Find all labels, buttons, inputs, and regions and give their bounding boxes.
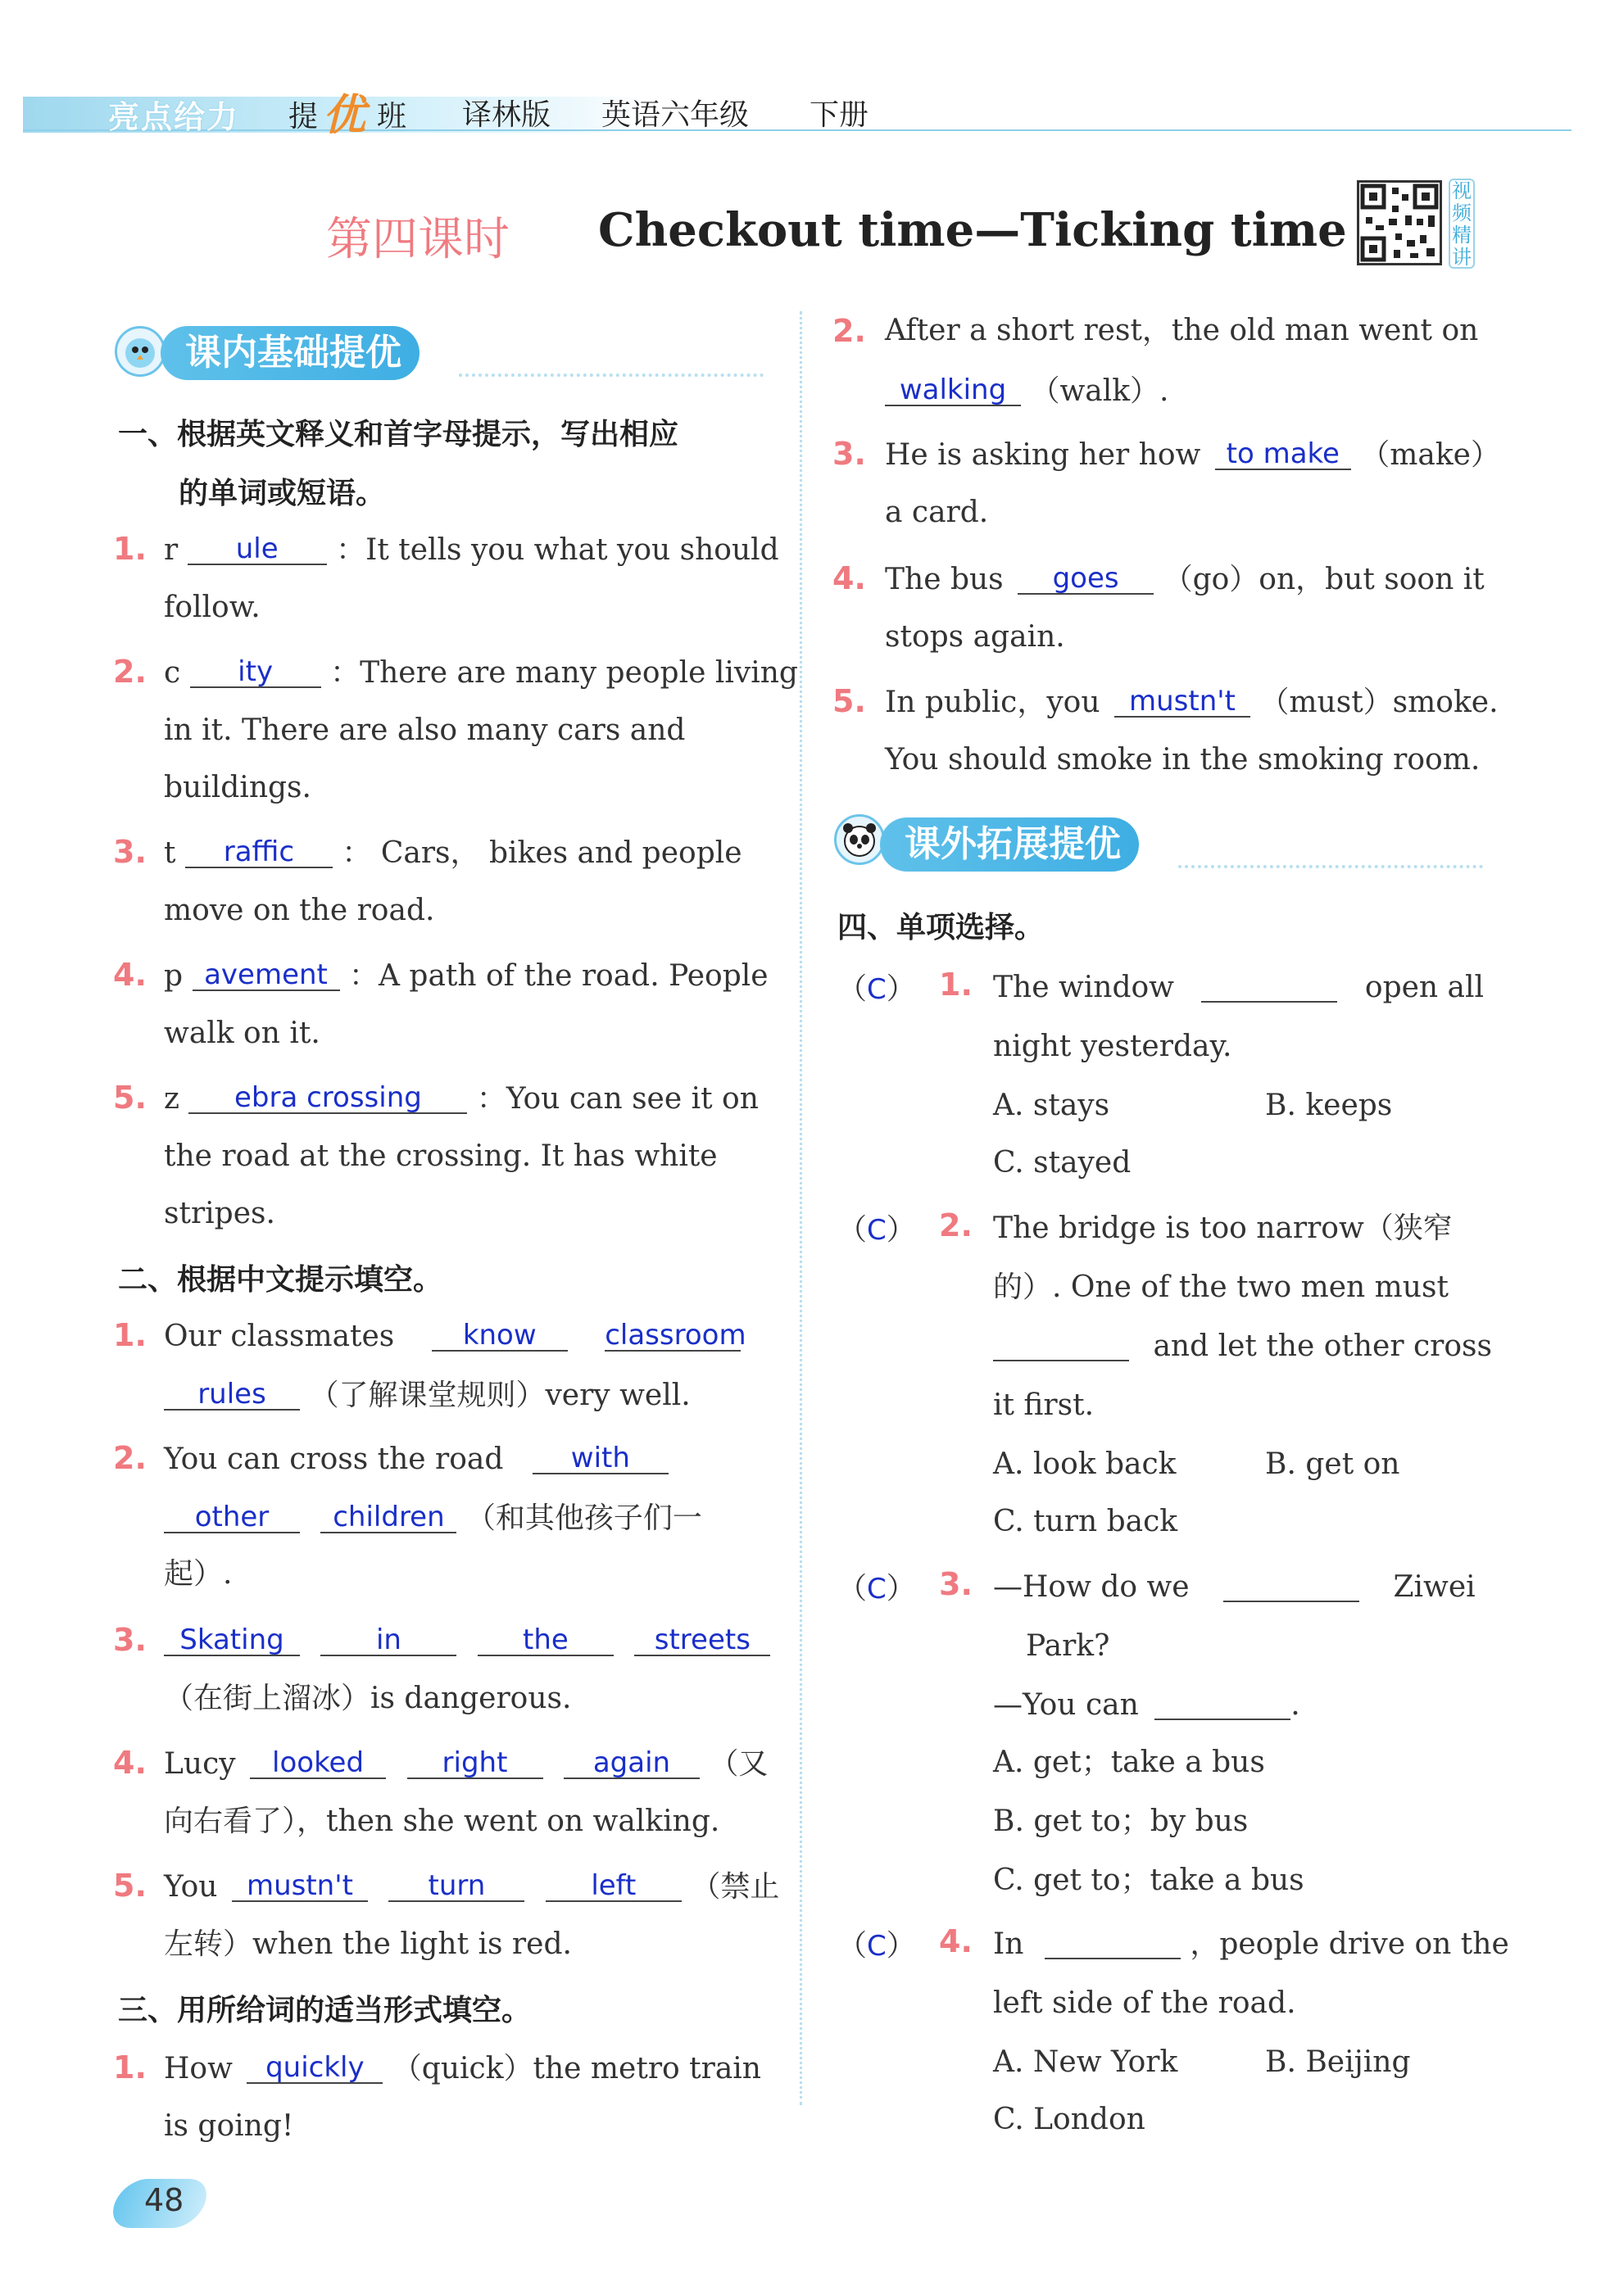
definition-text-cont: stripes. (164, 1197, 275, 1230)
answer-blank[interactable] (1045, 1930, 1181, 1959)
qr-tag-char: 讲 (1452, 246, 1472, 269)
question-text: （禁止 (691, 1870, 780, 1904)
answer-blank[interactable] (1154, 1691, 1290, 1720)
mcq-stem-2: The bridge is too narrow（狭窄 (993, 1211, 1453, 1245)
question-text: and let the other cross (1153, 1329, 1492, 1363)
question-text-cont: night yesterday. (993, 1030, 1232, 1063)
answer-blank[interactable] (250, 1748, 386, 1779)
answer-text: streets (654, 1624, 751, 1656)
answer-text: classroom (605, 1319, 746, 1352)
definition-text: ：There are many people living (330, 656, 798, 690)
section-banner-extended: 课外拓展提优 (880, 817, 1139, 872)
question-text: The window (993, 971, 1174, 1004)
initial-letter: t (164, 836, 176, 870)
page-number: 48 (144, 2182, 184, 2218)
question-text: —You can (993, 1688, 1139, 1722)
answer-blank[interactable] (432, 1320, 568, 1352)
question-text-cont: a card. (885, 496, 989, 529)
part2-instruction: 二、根据中文提示填空。 (118, 1263, 443, 1297)
form-item-1 (164, 2053, 761, 2084)
word-item-3 (164, 837, 742, 868)
mcq-stem-4 (993, 1927, 1509, 1961)
form-item-3 (885, 439, 1500, 470)
answer-blank[interactable] (164, 1625, 300, 1656)
answer-text: in (375, 1624, 401, 1656)
option-a[interactable]: A. get；take a bus (993, 1746, 1265, 1779)
option-b[interactable]: B. keeps (1265, 1089, 1393, 1122)
answer-blank[interactable] (993, 1332, 1129, 1361)
question-text: （must）smoke. (1259, 686, 1499, 719)
option-c[interactable]: C. London (993, 2103, 1145, 2136)
qr-tag-char: 频 (1452, 202, 1472, 224)
item-number: 4. (113, 957, 147, 993)
answer-text: again (592, 1746, 671, 1779)
item-number: 3. (113, 1622, 147, 1658)
item-number: 1. (939, 967, 973, 1003)
question-text: （和其他孩子们一 (465, 1501, 702, 1535)
question-text: ，people drive on the (1190, 1927, 1509, 1961)
answer-blank[interactable] (232, 1871, 368, 1902)
item-number: 5. (113, 1080, 147, 1116)
initial-letter: z (164, 1082, 179, 1116)
question-text-cont: it first. (993, 1388, 1095, 1422)
definition-text: ：A path of the road. People (348, 959, 769, 993)
question-text-cont: Park? (1026, 1629, 1110, 1663)
answer-text: with (570, 1442, 630, 1474)
option-b[interactable]: B. get on (1265, 1447, 1400, 1481)
item-number: 2. (832, 313, 866, 349)
answer-text: looked (272, 1746, 365, 1779)
qr-tag-char: 视 (1452, 179, 1472, 202)
answer-blank[interactable] (885, 375, 1021, 406)
definition-text: ：It tells you what you should (336, 533, 779, 567)
answer-blank[interactable] (478, 1625, 614, 1656)
question-text: —How do we (993, 1570, 1190, 1604)
answer-blank[interactable] (185, 837, 333, 868)
header-rule (23, 129, 1572, 131)
definition-text: ：You can see it on (476, 1082, 759, 1116)
answer-text: the (523, 1624, 569, 1656)
question-text: You (164, 1870, 218, 1904)
question-text-cont: is going! (164, 2109, 294, 2143)
question-text-cont: You should smoke in the smoking room. (885, 743, 1481, 777)
item-number: 1. (113, 531, 147, 567)
definition-text-cont: buildings. (164, 771, 311, 804)
question-text-cont (993, 1329, 1492, 1363)
question-text-cont: （在街上溜冰）is dangerous. (164, 1682, 572, 1715)
lesson-label: 第四课时 (326, 213, 510, 266)
answer-blank[interactable] (193, 960, 340, 991)
fill-item-1-cont (164, 1379, 691, 1411)
question-text: Ziwei (1393, 1570, 1476, 1604)
choice-bracket[interactable]: （C） (837, 1213, 916, 1247)
fill-item-1 (164, 1319, 746, 1353)
answer-blank[interactable] (605, 1319, 746, 1352)
choice-bracket[interactable]: （C） (837, 1572, 916, 1605)
series-pre: 提 (288, 100, 319, 134)
answer-text: mustn't (1128, 685, 1236, 718)
answer-blank[interactable] (564, 1748, 700, 1779)
answer-blank[interactable] (1018, 564, 1154, 595)
part1-instruction: 一、根据英文释义和首字母提示，写出相应 (118, 418, 679, 451)
form-item-4 (885, 564, 1485, 595)
fill-item-5 (164, 1871, 779, 1902)
qr-tag-char: 精 (1452, 224, 1472, 247)
option-a[interactable]: A. stays (993, 1089, 1110, 1122)
item-number: 5. (113, 1868, 147, 1904)
question-text: （walk）. (1030, 374, 1169, 408)
answer-text: turn (428, 1869, 486, 1902)
question-text: The bus (885, 563, 1004, 596)
question-text: （quick）the metro train (392, 2052, 761, 2085)
chosen-answer: C (867, 1214, 887, 1247)
question-text-cont: 向右看了），then she went on walking. (164, 1805, 720, 1838)
definition-text-cont: move on the road. (164, 894, 435, 927)
question-text: In public，you (885, 686, 1100, 719)
question-text: （go）on，but soon it (1163, 563, 1485, 596)
answer-text: raffic (223, 836, 295, 868)
answer-blank[interactable] (1114, 686, 1250, 718)
question-text-cont: 的）. One of the two men must (993, 1270, 1449, 1304)
grade-label: 英语六年级 (601, 98, 750, 132)
series-you: 优 (323, 91, 366, 140)
edition-label: 译林版 (462, 98, 551, 132)
item-number: 2. (939, 1207, 973, 1243)
volume-label: 下册 (810, 98, 869, 132)
definition-text-cont: in it. There are also many cars and (164, 713, 686, 747)
panda-mascot-icon (834, 814, 885, 865)
section-banner-in-class: 课内基础提优 (161, 326, 420, 380)
mcq-stem-1 (993, 973, 1484, 1003)
definition-text-cont: follow. (164, 591, 261, 624)
answer-blank[interactable] (320, 1502, 456, 1533)
option-c[interactable]: C. turn back (993, 1505, 1178, 1538)
answer-text: rules (197, 1378, 266, 1411)
qr-code-icon[interactable] (1357, 180, 1442, 265)
question-text: （make） (1360, 438, 1500, 472)
banner-dots (1178, 865, 1483, 868)
fill-item-2-cont (164, 1502, 702, 1533)
part3-instruction: 三、用所给词的适当形式填空。 (118, 1994, 532, 2027)
question-text: （又 (709, 1747, 769, 1781)
word-item-4 (164, 960, 769, 991)
answer-blank[interactable] (1223, 1573, 1359, 1602)
question-text: （了解课堂规则）very well. (309, 1379, 691, 1412)
answer-text: left (591, 1869, 637, 1902)
answer-blank[interactable] (190, 657, 321, 688)
choice-bracket[interactable]: （C） (837, 1929, 916, 1963)
question-text: You can cross the road (164, 1442, 504, 1476)
brand-watermark: 亮点给力 (108, 99, 240, 135)
answer-blank[interactable] (247, 2053, 383, 2084)
answer-blank[interactable] (188, 534, 327, 565)
initial-letter: p (164, 959, 184, 993)
item-number: 3. (113, 834, 147, 870)
question-text: He is asking her how (885, 438, 1201, 472)
question-text: open all (1364, 971, 1485, 1004)
word-item-5 (164, 1083, 759, 1114)
fill-item-3 (164, 1625, 770, 1656)
series-post: 班 (377, 100, 407, 134)
answer-text: mustn't (246, 1869, 353, 1902)
definition-text: ： Cars， bikes and people (342, 836, 742, 870)
option-c[interactable]: C. stayed (993, 1146, 1132, 1180)
answer-text: to make (1226, 437, 1340, 470)
chosen-answer: C (867, 1573, 887, 1605)
banner-dots (459, 374, 764, 377)
answer-text: walking (899, 374, 1007, 406)
question-text: Lucy (164, 1747, 236, 1781)
bird-mascot-icon (115, 326, 166, 377)
chosen-answer: C (867, 973, 887, 1006)
answer-text: goes (1052, 562, 1119, 595)
initial-letter: c (164, 656, 181, 690)
answer-blank[interactable] (164, 1379, 300, 1411)
form-item-2-cont (885, 375, 1169, 406)
question-text-cont: left side of the road. (993, 1986, 1296, 2020)
item-number: 4. (939, 1923, 973, 1959)
answer-blank[interactable] (1201, 973, 1337, 1003)
item-number: 4. (113, 1745, 147, 1781)
answer-text: ity (238, 655, 274, 688)
word-item-2 (164, 657, 798, 688)
question-text-cont: —You can . (993, 1688, 1300, 1722)
answer-text: Skating (179, 1624, 284, 1656)
option-b[interactable]: B. Beijing (1265, 2045, 1411, 2079)
answer-blank[interactable] (1215, 439, 1351, 470)
initial-letter: r (164, 533, 179, 567)
question-text-cont: stops again. (885, 620, 1065, 654)
question-text-cont: 起）. (164, 1557, 233, 1591)
answer-blank[interactable] (320, 1625, 456, 1656)
question-text: How (164, 2052, 233, 2085)
answer-blank[interactable] (533, 1443, 669, 1474)
fill-item-4 (164, 1748, 768, 1779)
question-text: In (993, 1927, 1024, 1961)
item-number: 1. (113, 1317, 147, 1353)
option-b[interactable]: B. get to；by bus (993, 1805, 1249, 1838)
form-item-2: After a short rest，the old man went on (885, 314, 1479, 347)
answer-blank[interactable] (407, 1748, 543, 1779)
column-divider (800, 311, 802, 2105)
page-title: Checkout time—Ticking time (598, 203, 1347, 257)
fill-item-2 (164, 1443, 669, 1474)
video-lecture-tag (1449, 179, 1475, 269)
part1-instruction-cont: 的单词或短语。 (179, 477, 386, 510)
item-number: 2. (113, 654, 147, 690)
chosen-answer: C (867, 1930, 887, 1963)
answer-text: children (333, 1501, 445, 1533)
option-c[interactable]: C. get to；take a bus (993, 1864, 1304, 1897)
form-item-5 (885, 686, 1499, 718)
definition-text-cont: walk on it. (164, 1017, 320, 1050)
choice-bracket[interactable]: （C） (837, 972, 916, 1006)
answer-blank[interactable] (634, 1625, 770, 1656)
answer-blank[interactable] (388, 1871, 524, 1902)
header-band (23, 97, 1572, 133)
item-number: 3. (832, 436, 866, 472)
answer-blank[interactable] (546, 1871, 682, 1902)
definition-text-cont: the road at the crossing. It has white (164, 1139, 718, 1173)
question-text: Our classmates (164, 1320, 395, 1353)
mcq-stem-3 (993, 1570, 1476, 1604)
answer-blank[interactable] (188, 1083, 467, 1114)
item-number: 1. (113, 2049, 147, 2085)
answer-text: avement (204, 958, 328, 991)
answer-text: right (442, 1746, 508, 1779)
answer-text: know (462, 1319, 537, 1352)
option-a[interactable]: A. New York (993, 2045, 1178, 2079)
answer-blank[interactable] (164, 1502, 300, 1533)
answer-text: other (194, 1501, 270, 1533)
word-item-1 (164, 534, 779, 565)
item-number: 5. (832, 683, 866, 719)
option-a[interactable]: A. look back (993, 1447, 1177, 1481)
answer-text: ule (235, 532, 279, 565)
item-number: 4. (832, 560, 866, 596)
part4-instruction: 四、单项选择。 (837, 911, 1045, 944)
answer-text: ebra crossing (234, 1081, 422, 1114)
answer-text: quickly (265, 2051, 365, 2084)
item-number: 3. (939, 1566, 973, 1602)
question-text-cont: 左转）when the light is red. (164, 1927, 572, 1961)
item-number: 2. (113, 1440, 147, 1476)
